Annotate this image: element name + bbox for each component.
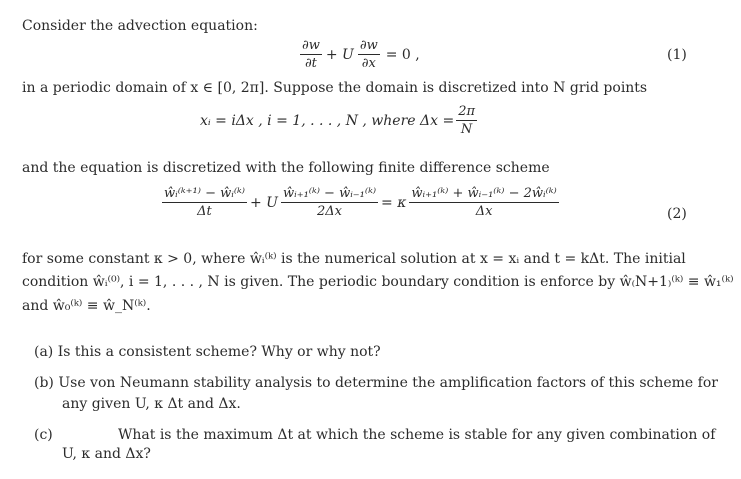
eq1-rhs: = 0 , (385, 46, 420, 63)
eq1-num2: ∂w (359, 38, 378, 53)
eq1-frac-2 (358, 38, 380, 71)
intro-text: Consider the advection equation: (22, 18, 258, 34)
eq1-den1: ∂t (304, 56, 317, 71)
grid-frac-num: 2π (458, 104, 476, 119)
para1-line1: for some constant κ > 0, where ŵᵢ⁽ᵏ⁾ is the numerical solution at x = xᵢ and t = kΔt. The initial (22, 251, 686, 267)
scheme-text: and the equation is discretized with the following finite difference scheme (22, 160, 550, 176)
question-b-line2: any given U, κ Δt and Δx. (62, 396, 241, 412)
eq2-frac-3 (409, 186, 558, 219)
question-c-line2: U, κ and Δx? (62, 446, 151, 462)
eq1-frac-1 (300, 38, 322, 71)
eq2-eq: = κ (381, 194, 407, 211)
question-c-line1: What is the maximum Δt at which the scheme is stable for any given combination of (118, 427, 716, 443)
domain-text: in a periodic domain of x ∈ [0, 2π]. Suppose the domain is discretized into N grid points (22, 80, 648, 96)
eq2-plus: + U (249, 194, 278, 211)
question-a: (a) Is this a consistent scheme? Why or why not? (34, 344, 381, 360)
eq1-num1: ∂w (302, 38, 320, 53)
equation-2 (160, 186, 561, 219)
eq1-plus: + U (325, 46, 354, 63)
eq2-t2-num: ŵᵢ₊₁⁽ᵏ⁾ − ŵᵢ₋₁⁽ᵏ⁾ (282, 186, 377, 201)
eq2-frac-2 (281, 186, 378, 219)
eq2-t3-num: ŵᵢ₊₁⁽ᵏ⁾ + ŵᵢ₋₁⁽ᵏ⁾ − 2ŵᵢ⁽ᵏ⁾ (411, 186, 557, 201)
para1-line3: and ŵ₀⁽ᵏ⁾ ≡ ŵ_N⁽ᵏ⁾. (22, 298, 151, 314)
eq1-den2: ∂x (361, 56, 376, 71)
eq2-frac-1 (162, 186, 247, 219)
equation-1 (298, 38, 420, 71)
eq2-label: (2) (667, 206, 687, 222)
eq2-t1-num: ŵᵢ⁽ᵏ⁺¹⁾ − ŵᵢ⁽ᵏ⁾ (164, 186, 245, 201)
grid-equation (200, 104, 479, 137)
eq1-label: (1) (667, 47, 687, 63)
para1-line2: condition ŵᵢ⁽⁰⁾, i = 1, . . . , N is given. The periodic boundary condition is enforce by ŵ₍N+1₎⁽ᵏ⁾ ≡ ŵ₁⁽ᵏ⁾ (22, 274, 734, 290)
question-c-label: (c) (34, 427, 53, 443)
eq2-t3-den: Δx (475, 204, 493, 219)
eq2-t2-den: 2Δx (316, 204, 342, 219)
grid-lhs: xᵢ = iΔx , i = 1, . . . , N , where Δx = (200, 112, 455, 129)
question-b-line1: (b) Use von Neumann stability analysis to determine the amplification factors of this scheme for (34, 375, 718, 391)
grid-frac (456, 104, 477, 137)
eq2-t1-den: Δt (197, 204, 212, 219)
grid-frac-den: N (460, 122, 473, 137)
